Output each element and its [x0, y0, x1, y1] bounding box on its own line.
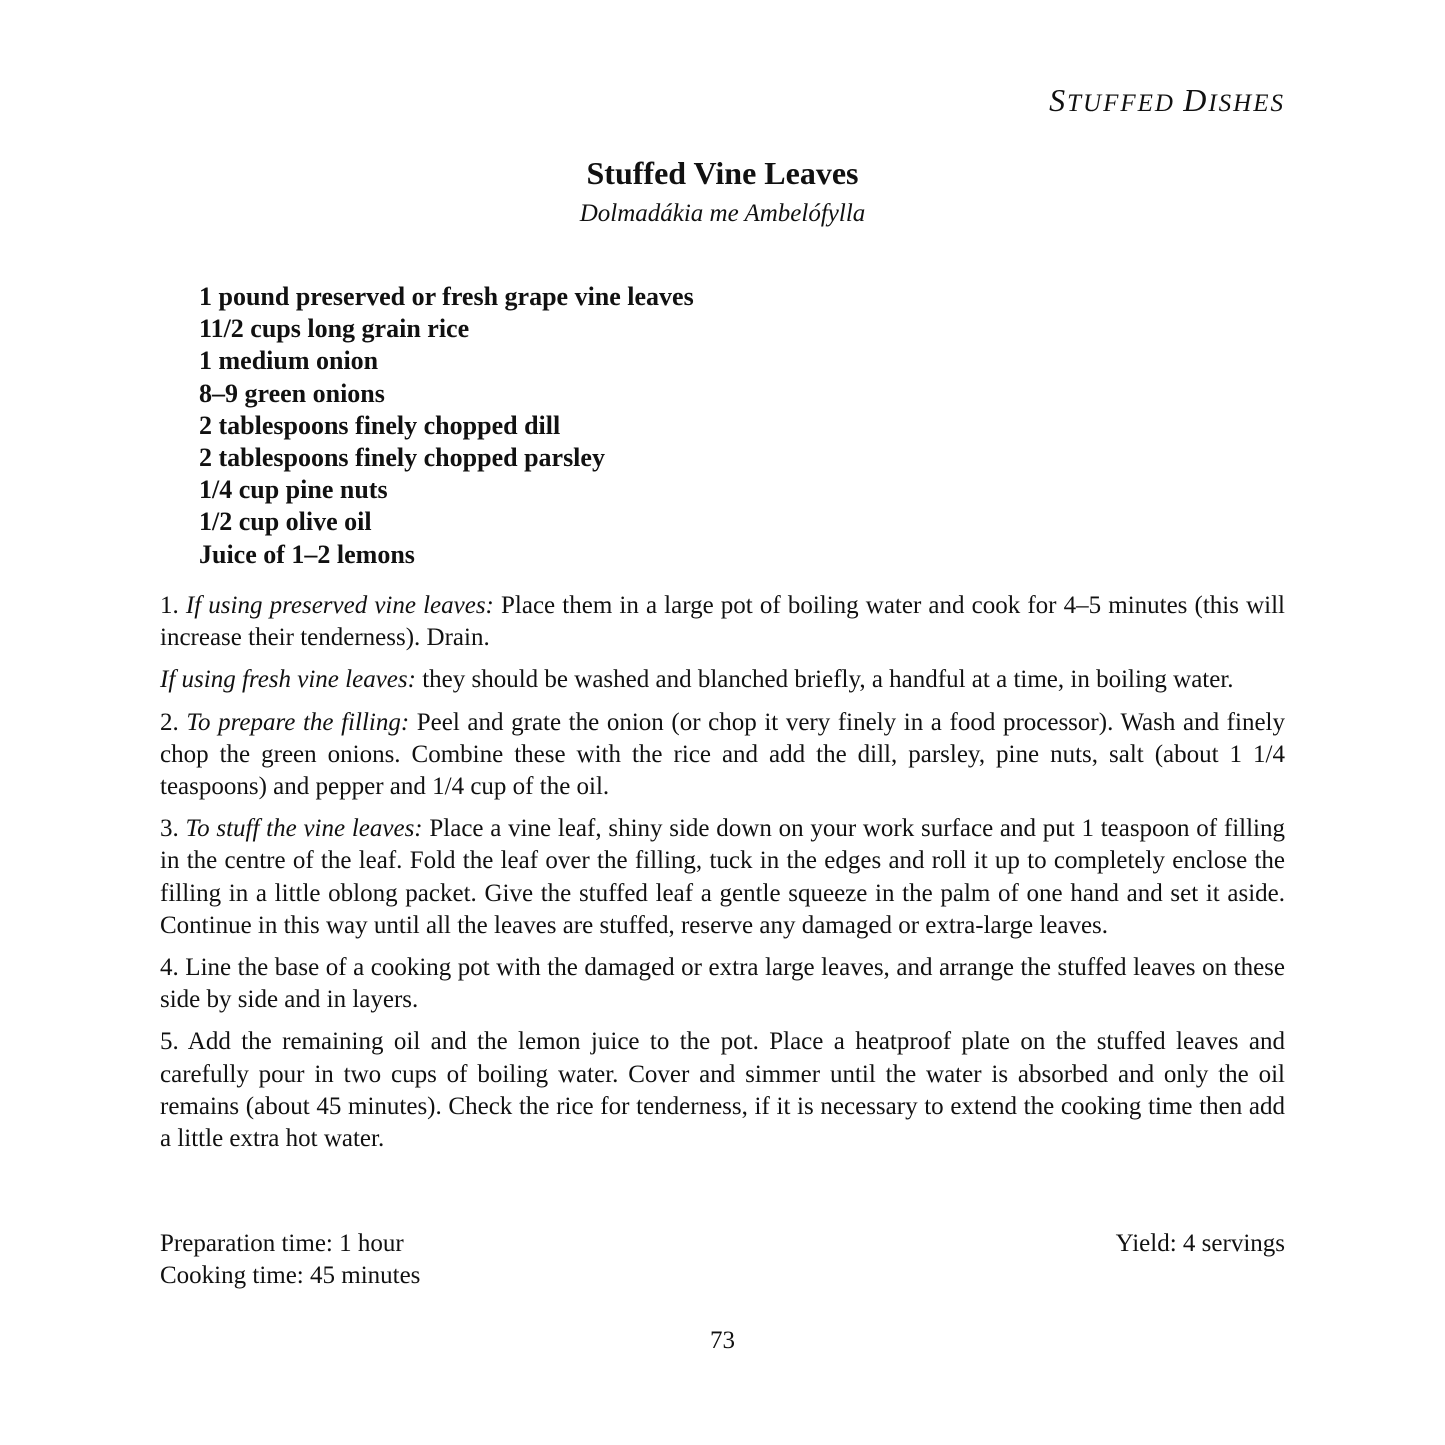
- method-step: [160, 952, 1285, 1016]
- running-head-cap-2: D: [1183, 82, 1209, 118]
- recipe-subtitle: Dolmadákia me Ambelófylla: [579, 200, 866, 227]
- running-head: [1049, 82, 1285, 119]
- step-lead: If using fresh vine leaves:: [160, 666, 416, 694]
- ingredient-item: 1/2 cup olive oil: [199, 507, 372, 537]
- running-head-cap-1: S: [1049, 82, 1068, 118]
- method-step: [160, 813, 1285, 942]
- recipe-title: Stuffed Vine Leaves: [586, 155, 859, 191]
- yield: Yield: 4 servings: [1115, 1230, 1285, 1257]
- preparation-time: Preparation time: 1 hour: [160, 1230, 404, 1257]
- ingredient-item: 1 pound preserved or fresh grape vine leaves: [199, 282, 694, 311]
- step-number: 1.: [160, 592, 186, 619]
- ingredient-item: 8–9 green onions: [199, 378, 385, 408]
- step-text: Place them in a large pot of boiling water and cook for 4–5 minutes (this will increase their tenderness). Drain.: [160, 592, 1285, 652]
- step-number: 5.: [160, 1028, 188, 1056]
- step-lead: If using preserved vine leaves:: [185, 592, 494, 619]
- running-head-part-2: ISHES: [1208, 90, 1285, 117]
- step-number: 4.: [160, 954, 186, 982]
- recipe-times: [160, 1228, 1285, 1292]
- method-step: [160, 590, 1285, 654]
- method-step: [160, 707, 1285, 804]
- step-text: Line the base of a cooking pot with the damaged or extra large leaves, and arrange the stuffed leaves on these side by side and in layers.: [160, 954, 1285, 1014]
- ingredient-item: 11/2 cups long grain rice: [199, 314, 470, 344]
- step-text: Peel and grate the onion (or chop it very finely in a food processor). Wash and finely chop the green onions. Combine these with the rice and add the dill, parsley, pine nuts, salt (about 1 1/4 teaspoons) and pepper and 1/4 cup of the oil.: [160, 708, 1285, 801]
- method-step: [160, 1026, 1285, 1155]
- page-number: 73: [710, 1327, 735, 1354]
- step-text: they should be washed and blanched briefly, a handful at a time, in boiling water.: [415, 666, 1234, 694]
- step-text: Add the remaining oil and the lemon juice to the pot. Place a heatproof plate on the stuffed leaves and carefully pour in two cups of boiling water. Cover and simmer until the water is absorbed and only the oil remains (about 45 minutes). Check the rice for tenderness, if it is necessary to extend the cooking time then add a little extra hot water.: [160, 1028, 1285, 1153]
- ingredient-item: 2 tablespoons finely chopped parsley: [199, 443, 605, 473]
- step-lead: To prepare the filling:: [186, 708, 410, 736]
- running-head-part-1: TUFFED: [1067, 90, 1184, 117]
- ingredient-list: [199, 281, 694, 571]
- step-lead: To stuff the vine leaves:: [185, 815, 423, 843]
- ingredient-item: 2 tablespoons finely chopped dill: [199, 410, 561, 440]
- step-number: 3.: [160, 815, 186, 843]
- ingredient-item: 1/4 cup pine nuts: [199, 475, 388, 505]
- cooking-time: Cooking time: 45 minutes: [160, 1262, 421, 1290]
- step-number: 2.: [160, 708, 187, 736]
- method-step: [160, 664, 1285, 696]
- ingredient-item: 1 medium onion: [199, 346, 379, 376]
- method-section: [160, 590, 1285, 1165]
- step-text: Place a vine leaf, shiny side down on your work surface and put 1 teaspoon of filling in the centre of the leaf. Fold the leaf over the filling, tuck in the edges and roll it up to completely enclose the filling in a little oblong packet. Give the stuffed leaf a gentle squeeze in the palm of one hand and set it aside. Continue in this way until all the leaves are stuffed, reserve any damaged or extra-large leaves.: [160, 815, 1285, 939]
- ingredient-item: Juice of 1–2 lemons: [199, 539, 415, 569]
